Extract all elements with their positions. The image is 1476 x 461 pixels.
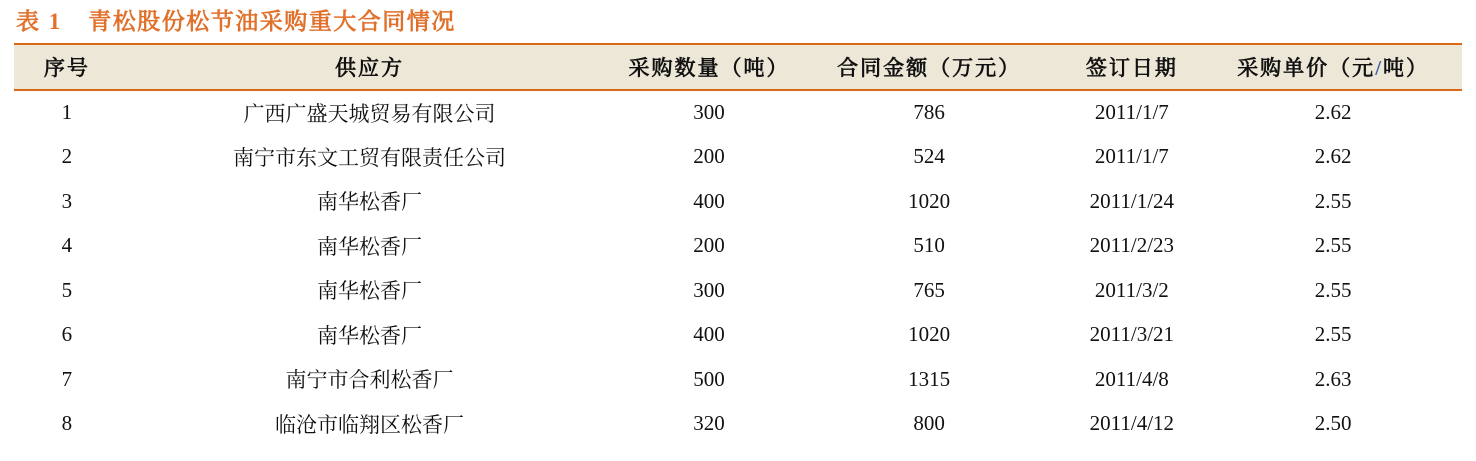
table-row	[14, 224, 1462, 269]
cell-unit-price: 2.50	[1314, 411, 1352, 436]
cell-unit-price: 2.62	[1314, 100, 1352, 125]
cell-date: 2011/4/8	[1094, 366, 1169, 391]
cell-date: 2011/3/2	[1094, 277, 1169, 302]
table-row	[14, 268, 1462, 313]
cell-amount: 765	[913, 277, 945, 302]
cell-quantity: 200	[693, 144, 725, 169]
table-caption	[16, 8, 1476, 36]
cell-seq: 6	[61, 322, 73, 347]
cell-date: 2011/1/24	[1089, 188, 1175, 213]
table-caption-label: 表 1	[16, 9, 63, 34]
table-caption-title: 青松股份松节油采购重大合同情况	[88, 9, 456, 34]
cell-supplier: 南华松香厂	[316, 234, 422, 259]
cell-quantity: 400	[693, 188, 725, 213]
cell-quantity: 400	[693, 322, 725, 347]
cell-amount: 786	[913, 100, 945, 125]
header-date: 签订日期	[1085, 56, 1178, 80]
table-row	[14, 357, 1462, 402]
cell-supplier: 临沧市临翔区松香厂	[274, 412, 464, 437]
cell-date: 2011/4/12	[1089, 411, 1175, 436]
cell-amount: 1315	[908, 366, 951, 391]
header-unit-price-prefix: 采购单价（元	[1237, 56, 1376, 80]
cell-seq: 4	[61, 233, 73, 258]
contracts-table	[14, 43, 1462, 446]
table-row	[14, 313, 1462, 358]
cell-quantity: 320	[693, 411, 725, 436]
cell-amount: 510	[913, 233, 945, 258]
cell-seq: 1	[61, 100, 73, 125]
table-row	[14, 90, 1462, 135]
cell-seq: 7	[61, 366, 73, 391]
cell-date: 2011/1/7	[1094, 144, 1169, 169]
cell-supplier: 广西广盛天城贸易有限公司	[243, 101, 496, 126]
cell-seq: 8	[61, 411, 73, 436]
cell-seq: 5	[61, 277, 73, 302]
header-unit-price-suffix: 吨）	[1383, 56, 1430, 80]
header-seq: 序号	[43, 56, 90, 80]
cell-date: 2011/2/23	[1089, 233, 1175, 258]
table-body	[14, 90, 1462, 446]
cell-seq: 3	[61, 188, 73, 213]
cell-date: 2011/3/21	[1089, 322, 1175, 347]
cell-supplier: 南华松香厂	[316, 190, 422, 215]
cell-unit-price: 2.55	[1314, 233, 1352, 258]
cell-amount: 1020	[908, 322, 951, 347]
header-quantity: 采购数量（吨）	[628, 56, 790, 80]
cell-quantity: 300	[693, 100, 725, 125]
table-header-row	[14, 44, 1462, 90]
header-amount: 合同金额（万元）	[837, 56, 1022, 80]
table-row	[14, 179, 1462, 224]
table-row	[14, 135, 1462, 180]
cell-supplier: 南华松香厂	[316, 279, 422, 304]
header-supplier: 供应方	[334, 56, 404, 80]
cell-unit-price: 2.55	[1314, 277, 1352, 302]
cell-quantity: 200	[693, 233, 725, 258]
cell-seq: 2	[61, 144, 73, 169]
cell-unit-price: 2.63	[1314, 366, 1352, 391]
cell-unit-price: 2.55	[1314, 188, 1352, 213]
cell-supplier: 南宁市合利松香厂	[285, 368, 454, 393]
cell-amount: 1020	[908, 188, 951, 213]
cell-date: 2011/1/7	[1094, 100, 1169, 125]
header-unit-price	[1204, 44, 1462, 90]
table-row	[14, 402, 1462, 447]
cell-unit-price: 2.62	[1314, 144, 1352, 169]
cell-supplier: 南华松香厂	[316, 323, 422, 348]
cell-supplier: 南宁市东文工贸有限责任公司	[232, 145, 506, 170]
cell-amount: 800	[913, 411, 945, 436]
cell-unit-price: 2.55	[1314, 322, 1352, 347]
cell-quantity: 300	[693, 277, 725, 302]
cell-amount: 524	[913, 144, 945, 169]
header-unit-price-slash: /	[1375, 56, 1384, 80]
cell-quantity: 500	[693, 366, 725, 391]
